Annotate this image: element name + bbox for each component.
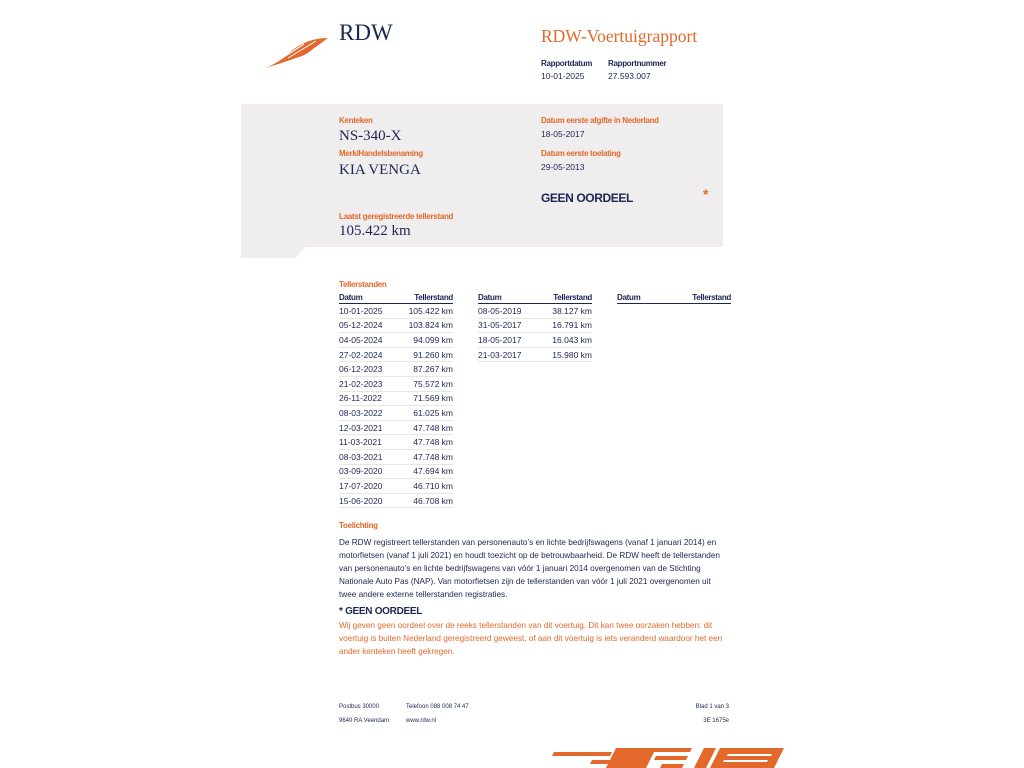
odometer-row (339, 449, 453, 464)
odometer-reading: 16.043 km (538, 333, 592, 348)
odometer-date: 31-05-2017 (478, 318, 538, 333)
odometer-reading: 47.748 km (395, 435, 453, 450)
odometer-row (478, 347, 592, 362)
odometer-row (339, 420, 453, 435)
explanation-line: Nationale Auto Pas (NAP). Van motorfietsen zijn de tellerstanden van vóór 1 juli 2021 overgenomen uit (339, 576, 711, 586)
odometer-date: 11-03-2021 (339, 435, 395, 450)
logo-text: RDW (339, 20, 393, 45)
odometer-row (339, 376, 453, 391)
footer-page: Blad 1 van 3 (695, 704, 729, 710)
col-reading-header: Tellerstand (395, 292, 453, 304)
odometer-row (339, 464, 453, 479)
report-date: 10-01-2025 (541, 71, 585, 81)
odometer-reading: 87.267 km (395, 362, 453, 377)
odometer-date: 05-12-2024 (339, 318, 395, 333)
odometer-reading: 105.422 km (395, 304, 453, 319)
plate-label: Kenteken (339, 116, 373, 125)
odometer-date: 03-09-2020 (339, 464, 395, 479)
odometer-date: 12-03-2021 (339, 420, 395, 435)
first-admission-label: Datum eerste toelating (541, 149, 621, 158)
odometer-row (478, 318, 592, 333)
first-admission-value: 29-05-2013 (541, 162, 585, 172)
make-label: Merk/Handelsbenaming (339, 149, 423, 158)
footer-code: 3E 1675e (703, 718, 729, 724)
report-number-label: Rapportnummer (608, 59, 667, 68)
verdict-line: voertuig is buiten Nederland geregistreerd geweest, of aan dit voertuig is iets veranderd waardoor het een (339, 633, 723, 643)
odometer-row (339, 435, 453, 450)
odometer-row (339, 479, 453, 494)
odometer-date: 17-07-2020 (339, 479, 395, 494)
verdict-paragraph (339, 620, 739, 659)
odometer-reading: 94.099 km (395, 333, 453, 348)
odometer-date: 26-11-2022 (339, 391, 395, 406)
odometer-table-1 (339, 292, 453, 508)
explanation-line: De RDW registreert tellerstanden van personenauto’s en lichte bedrijfswagens (vanaf 1 januari 2014) en (339, 538, 717, 547)
speed-stripes-icon (552, 746, 786, 768)
odometer-reading: 38.127 km (538, 304, 592, 319)
summary-panel (241, 104, 723, 247)
explanation-line: twee andere externe tellerstanden registraties. (339, 589, 508, 599)
odometer-row (478, 304, 592, 319)
explanation-line: motorfietsen (vanaf 1 juli 2021) en houdt toezicht op de betrouwbaarheid. De RDW heeft de tellerstanden (339, 550, 720, 560)
odometer-date: 08-05-2019 (478, 304, 538, 319)
verdict-heading: * GEEN OORDEEL (339, 606, 423, 617)
footer-city: 9640 RA Veendam (339, 718, 390, 724)
odometer-reading: 16.791 km (538, 318, 592, 333)
col-reading-header: Tellerstand (660, 292, 731, 304)
summary-panel-tab (241, 247, 305, 258)
verdict-mark: * (703, 186, 709, 202)
first-issue-nl-value: 18-05-2017 (541, 129, 585, 139)
odometer-reading: 61.025 km (395, 406, 453, 421)
odometer-row (339, 318, 453, 333)
odometer-table-2 (478, 292, 592, 362)
odometer-date: 21-02-2023 (339, 376, 395, 391)
report-title: RDW-Voertuigrapport (541, 26, 698, 46)
verdict-line: Wij geven geen oordeel over de reeks tellerstanden van dit voertuig. Dit kan twee oorzaken hebben: dit (339, 621, 713, 630)
odometer-reading: 47.748 km (395, 420, 453, 435)
odometer-section-title: Tellerstanden (339, 280, 387, 289)
verdict-text: GEEN OORDEEL (541, 191, 633, 205)
odometer-row (339, 406, 453, 421)
odometer-date: 10-01-2025 (339, 304, 395, 319)
odometer-reading: 47.748 km (395, 449, 453, 464)
report-date-label: Rapportdatum (541, 59, 593, 68)
odometer-row (478, 333, 592, 348)
footer-website: www.rdw.nl (406, 718, 437, 724)
odometer-row (339, 304, 453, 319)
odometer-row (339, 493, 453, 508)
odometer-reading: 46.708 km (395, 493, 453, 508)
odometer-reading: 15.980 km (538, 347, 592, 362)
col-reading-header: Tellerstand (538, 292, 592, 304)
footer-po-box: Postbus 30000 (339, 704, 380, 710)
odometer-row (339, 333, 453, 348)
odometer-date: 21-03-2017 (478, 347, 538, 362)
last-odo-label: Laatst geregistreerde tellerstand (339, 212, 454, 221)
explanation-line: van personenauto’s en lichte bedrijfswagens van vóór 1 januari 2014 overgenomen van de Stichting (339, 563, 701, 573)
odometer-date: 06-12-2023 (339, 362, 395, 377)
make-value: KIA VENGA (339, 162, 421, 178)
report-number: 27.593.007 (608, 71, 651, 81)
explanation-paragraph (339, 537, 739, 602)
odometer-table-3 (617, 292, 731, 304)
odometer-date: 04-05-2024 (339, 333, 395, 348)
odometer-row (339, 362, 453, 377)
verdict-line: ander kenteken heeft gekregen. (339, 646, 455, 656)
col-date-header: Datum (339, 292, 395, 304)
odometer-reading: 75.572 km (395, 376, 453, 391)
odometer-date: 08-03-2021 (339, 449, 395, 464)
odometer-row (339, 347, 453, 362)
odometer-row (339, 391, 453, 406)
odometer-reading: 47.694 km (395, 464, 453, 479)
odometer-date: 08-03-2022 (339, 406, 395, 421)
odometer-date: 27-02-2024 (339, 347, 395, 362)
odometer-reading: 46.710 km (395, 479, 453, 494)
last-odo-value: 105.422 km (339, 223, 411, 239)
explanation-title: Toelichting (339, 521, 378, 530)
col-date-header: Datum (478, 292, 538, 304)
col-date-header: Datum (617, 292, 660, 304)
odometer-date: 18-05-2017 (478, 333, 538, 348)
first-issue-nl-label: Datum eerste afgifte in Nederland (541, 116, 659, 125)
odometer-reading: 103.824 km (395, 318, 453, 333)
plate-value: NS-340-X (339, 128, 402, 144)
feather-icon (264, 34, 330, 70)
odometer-date: 15-06-2020 (339, 493, 395, 508)
odometer-reading: 71.569 km (395, 391, 453, 406)
odometer-reading: 91.260 km (395, 347, 453, 362)
footer-phone: Telefoon 088 008 74 47 (406, 704, 469, 710)
